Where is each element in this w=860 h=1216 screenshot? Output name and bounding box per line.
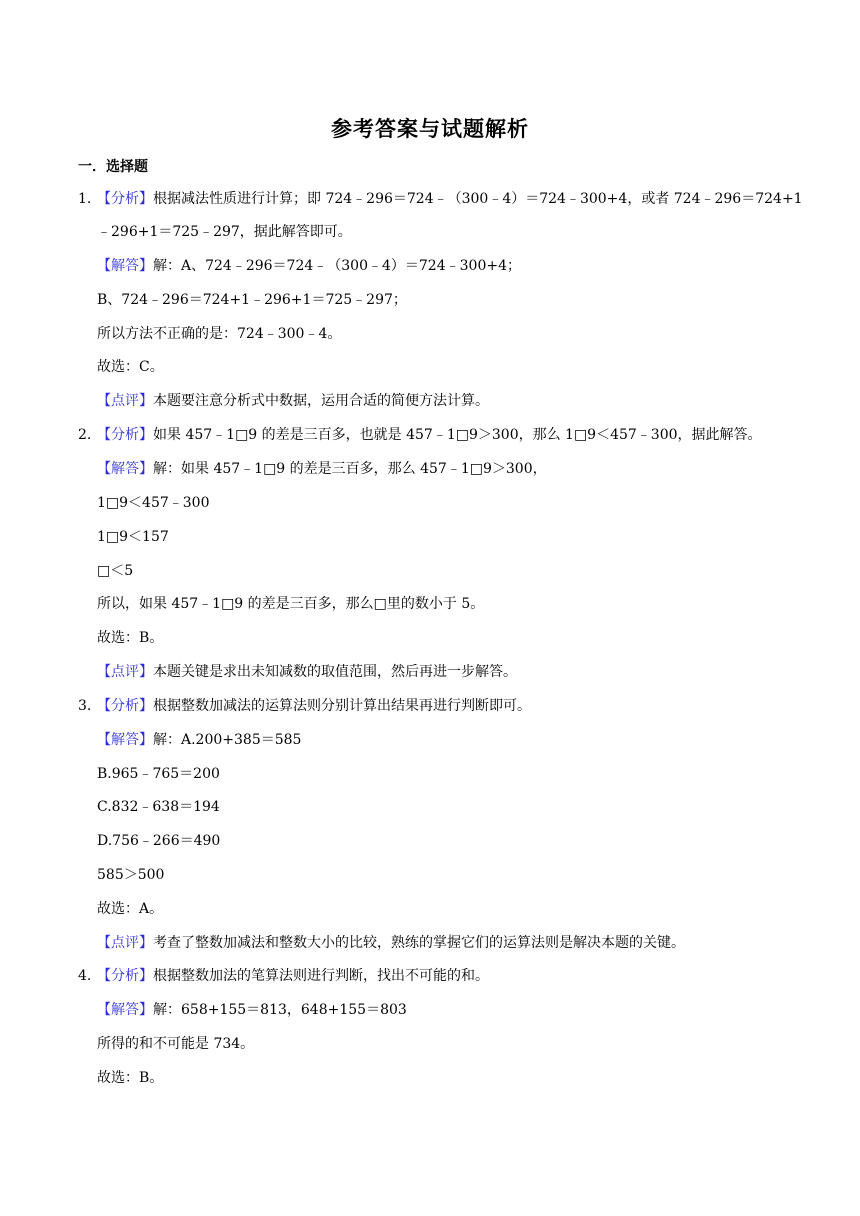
solution-step: 所以，如果 457﹣1□9 的差是三百多，那么□里的数小于 5。 (97, 596, 485, 612)
analysis-tag: 【分析】 (97, 698, 153, 714)
solution-step: 585＞500 (97, 867, 165, 883)
solution-tag: 【解答】 (97, 732, 153, 748)
solution-text: 解：如果 457﹣1□9 的差是三百多，那么 457﹣1□9＞300， (153, 461, 547, 477)
analysis-line (97, 425, 762, 445)
solution-text: 解：658+155＝813，648+155＝803 (153, 1002, 407, 1018)
comment-text: 考查了整数加减法和整数大小的比较，熟练的掌握它们的运算法则是解决本题的关键。 (153, 935, 685, 951)
section-heading: 一．选择题 (78, 159, 148, 175)
comment-text: 本题关键是求出未知减数的取值范围，然后再进一步解答。 (153, 664, 517, 680)
solution-text: 解：A.200+385＝585 (153, 732, 302, 748)
solution-step: 所得的和不可能是 734。 (97, 1036, 255, 1052)
solution-step: D.756﹣266＝490 (97, 833, 221, 849)
answer-line: 故选：A。 (97, 901, 164, 917)
analysis-tag: 【分析】 (97, 427, 153, 443)
solution-step: B.965﹣765＝200 (97, 766, 220, 782)
analysis-continuation: ﹣296+1＝725﹣297，据此解答即可。 (97, 224, 352, 240)
question-number: 4. (78, 968, 92, 984)
solution-line (97, 730, 301, 750)
analysis-text: 如果 457﹣1□9 的差是三百多，也就是 457﹣1□9＞300，那么 1□9＜457﹣300，据此解答。 (153, 427, 762, 443)
solution-line (97, 256, 521, 276)
comment-tag: 【点评】 (97, 935, 153, 951)
solution-text: 解：A、724﹣296＝724﹣（300﹣4）＝724﹣300+4； (153, 258, 521, 274)
analysis-text: 根据整数加减法的运算法则分别计算出结果再进行判断即可。 (153, 698, 531, 714)
page-title: 参考答案与试题解析 (331, 117, 529, 141)
analysis-tag: 【分析】 (97, 968, 153, 984)
comment-line (97, 933, 685, 953)
solution-step: 所以方法不正确的是：724﹣300﹣4。 (97, 326, 342, 342)
answer-line: 故选：B。 (97, 630, 164, 646)
comment-line (97, 391, 489, 411)
analysis-line (97, 189, 803, 209)
comment-text: 本题要注意分析式中数据，运用合适的简便方法计算。 (153, 393, 489, 409)
solution-step: 1□9＜157 (97, 529, 169, 545)
analysis-line (97, 696, 531, 716)
solution-step: 1□9＜457﹣300 (97, 495, 210, 511)
solution-step: C.832﹣638＝194 (97, 799, 220, 815)
question-number: 1. (78, 191, 92, 207)
comment-line (97, 662, 517, 682)
solution-step: □＜5 (97, 563, 134, 579)
comment-tag: 【点评】 (97, 664, 153, 680)
solution-tag: 【解答】 (97, 1002, 153, 1018)
analysis-text: 根据减法性质进行计算；即 724﹣296＝724﹣（300﹣4）＝724﹣300+4，或者 724﹣296＝724+1 (153, 191, 803, 207)
solution-line (97, 459, 547, 479)
solution-line (97, 1000, 407, 1020)
solution-tag: 【解答】 (97, 258, 153, 274)
comment-tag: 【点评】 (97, 393, 153, 409)
analysis-tag: 【分析】 (97, 191, 153, 207)
analysis-text: 根据整数加法的笔算法则进行判断，找出不可能的和。 (153, 968, 489, 984)
question-number: 2. (78, 427, 92, 443)
solution-step: B、724﹣296＝724+1﹣296+1＝725﹣297； (97, 292, 407, 308)
analysis-line (97, 966, 489, 986)
question-number: 3. (78, 698, 92, 714)
answer-line: 故选：B。 (97, 1070, 164, 1086)
answer-line: 故选：C。 (97, 359, 164, 375)
solution-tag: 【解答】 (97, 461, 153, 477)
